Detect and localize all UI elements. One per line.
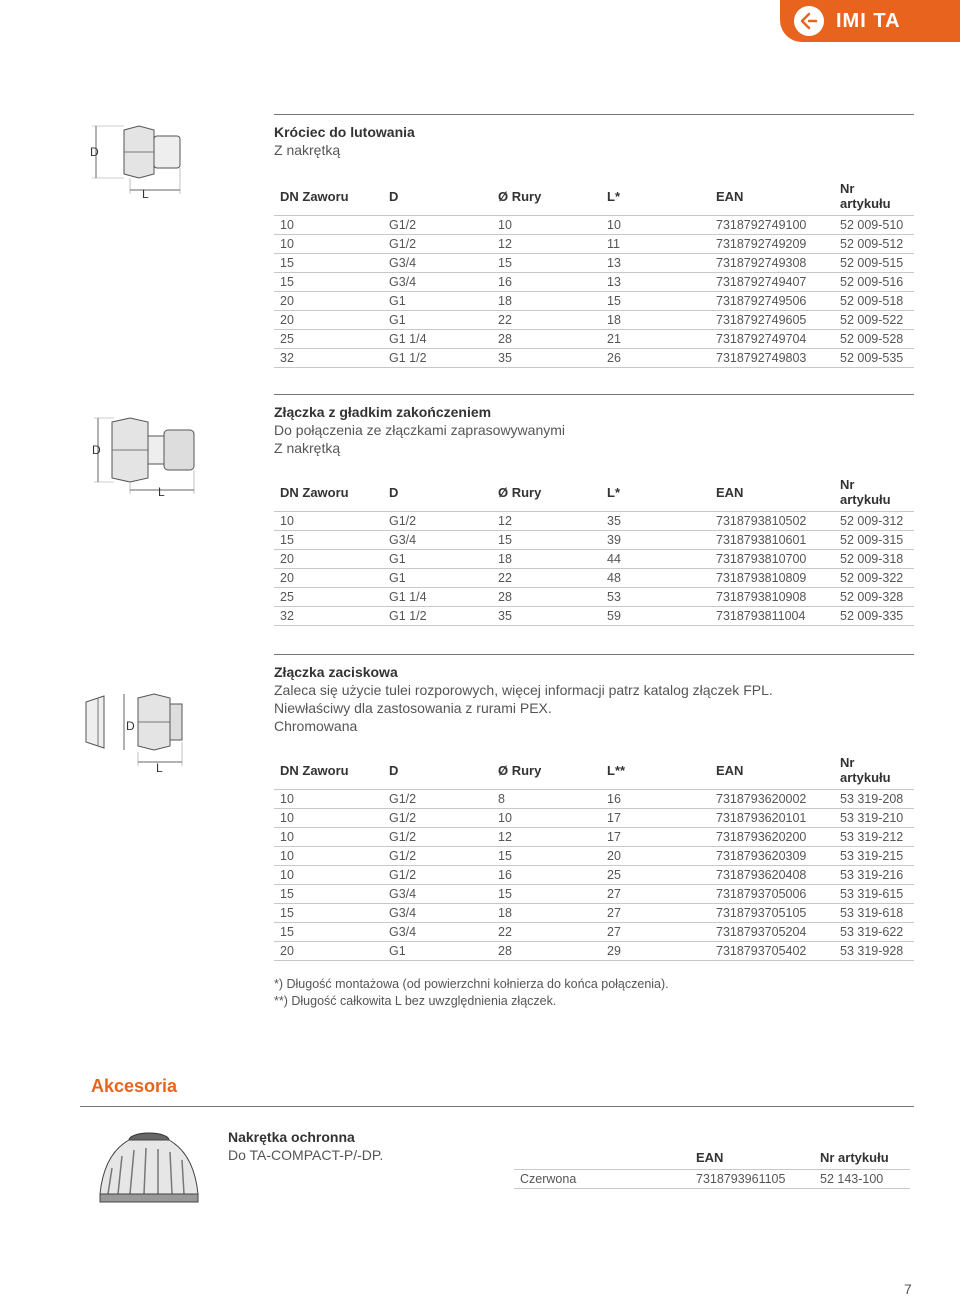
col-header: L** xyxy=(607,762,626,778)
table-cell: G1/2 xyxy=(383,790,492,809)
table-cell: 10 xyxy=(274,512,383,531)
table-cell: 35 xyxy=(492,349,601,368)
product-table xyxy=(274,751,914,961)
table-cell: 15 xyxy=(274,254,383,273)
table-cell: G1 1/4 xyxy=(383,330,492,349)
table-cell: G3/4 xyxy=(383,904,492,923)
table-cell: 52 009-318 xyxy=(834,550,914,569)
accessories-heading: Akcesoria xyxy=(91,1076,178,1096)
table-row xyxy=(274,330,914,349)
section-subtitle: Zaleca się użycie tulei rozporowych, więcej informacji patrz katalog złączek FPL. xyxy=(274,682,773,698)
footnote: *) Długość montażowa (od powierzchni kołnierza do końca połączenia). xyxy=(274,977,669,991)
table-row xyxy=(274,942,914,961)
table-cell: 52 009-516 xyxy=(834,273,914,292)
compression-fitting-drawing xyxy=(84,690,194,778)
section-title: Złączka z gładkim zakończeniem xyxy=(274,404,492,420)
table-cell: 15 xyxy=(492,847,601,866)
table-cell: 7318792749100 xyxy=(710,216,834,235)
col-header xyxy=(514,1146,690,1170)
table-cell: 7318792749308 xyxy=(710,254,834,273)
table-cell: G3/4 xyxy=(383,923,492,942)
table-cell: 52 009-522 xyxy=(834,311,914,330)
table-cell: 10 xyxy=(274,828,383,847)
table-cell: 20 xyxy=(274,942,383,961)
table-cell: 22 xyxy=(492,569,601,588)
table-cell: 35 xyxy=(601,512,710,531)
col-header: DN Zaworu xyxy=(280,484,349,500)
table-cell: G1 1/2 xyxy=(383,349,492,368)
table-cell: 28 xyxy=(492,942,601,961)
table-cell: 18 xyxy=(492,292,601,311)
table-row xyxy=(274,292,914,311)
table-cell: 25 xyxy=(601,866,710,885)
table-cell: G1/2 xyxy=(383,866,492,885)
table-cell: Czerwona xyxy=(514,1170,690,1189)
table-cell: 53 319-216 xyxy=(834,866,914,885)
table-row xyxy=(274,531,914,550)
table-cell: G1/2 xyxy=(383,847,492,866)
table-cell: 22 xyxy=(492,923,601,942)
table-cell: G1/2 xyxy=(383,809,492,828)
table-row xyxy=(274,216,914,235)
table-cell: 15 xyxy=(274,923,383,942)
table-cell: 53 319-615 xyxy=(834,885,914,904)
col-header: EAN xyxy=(716,762,744,778)
table-cell: 10 xyxy=(274,866,383,885)
table-cell: G3/4 xyxy=(383,885,492,904)
table-cell: 16 xyxy=(601,790,710,809)
table-cell: 15 xyxy=(492,254,601,273)
table-cell: 29 xyxy=(601,942,710,961)
section-compression-fitting xyxy=(274,654,914,961)
section-smooth-end-connector xyxy=(274,394,914,626)
table-row xyxy=(274,235,914,254)
table-cell: 53 xyxy=(601,588,710,607)
section-subtitle: Chromowana xyxy=(274,718,358,734)
table-cell: 52 009-518 xyxy=(834,292,914,311)
table-row xyxy=(274,904,914,923)
table-cell: 20 xyxy=(274,292,383,311)
table-cell: 52 009-315 xyxy=(834,531,914,550)
table-cell: 12 xyxy=(492,512,601,531)
table-cell: 28 xyxy=(492,588,601,607)
table-cell: 15 xyxy=(274,531,383,550)
col-header: Nr artykułu xyxy=(820,1150,889,1165)
section-subtitle: Z nakrętką xyxy=(274,440,341,456)
table-cell: 7318793810502 xyxy=(710,512,834,531)
solder-connector-drawing xyxy=(84,118,194,202)
table-cell: 20 xyxy=(601,847,710,866)
section-subtitle: Niewłaściwy dla zastosowania z rurami PEX. xyxy=(274,700,552,716)
table-cell: G1 xyxy=(383,942,492,961)
table-cell: 15 xyxy=(274,273,383,292)
table-cell: 59 xyxy=(601,607,710,626)
table-cell: 7318793620002 xyxy=(710,790,834,809)
table-cell: 7318793961105 xyxy=(690,1170,814,1189)
product-table xyxy=(274,177,914,368)
section-subtitle: Z nakrętką xyxy=(274,142,341,158)
col-header: Nr artykułu xyxy=(840,477,891,507)
table-cell: 7318793810700 xyxy=(710,550,834,569)
col-header: D xyxy=(389,188,399,204)
table-cell: 27 xyxy=(601,885,710,904)
table-cell: G1 xyxy=(383,292,492,311)
brand-logo xyxy=(780,0,960,42)
table-cell: 27 xyxy=(601,923,710,942)
table-cell: 32 xyxy=(274,349,383,368)
col-header: EAN xyxy=(716,484,744,500)
table-cell: 7318793810601 xyxy=(710,531,834,550)
accessory-title: Nakrętka ochronna xyxy=(228,1129,355,1145)
table-cell: 52 009-535 xyxy=(834,349,914,368)
table-cell: 44 xyxy=(601,550,710,569)
table-cell: 10 xyxy=(274,216,383,235)
table-cell: 10 xyxy=(492,216,601,235)
l-label: L xyxy=(142,187,149,201)
table-row xyxy=(274,588,914,607)
table-cell: 12 xyxy=(492,828,601,847)
footnotes xyxy=(274,976,669,1010)
table-cell: 20 xyxy=(274,569,383,588)
col-header: Nr artykułu xyxy=(840,181,891,211)
table-row xyxy=(274,828,914,847)
table-cell: 52 009-515 xyxy=(834,254,914,273)
col-header: D xyxy=(389,762,399,778)
table-row xyxy=(274,512,914,531)
table-cell: 25 xyxy=(274,588,383,607)
table-cell: 7318793620408 xyxy=(710,866,834,885)
table-cell: 52 009-335 xyxy=(834,607,914,626)
col-header: D xyxy=(389,484,399,500)
table-cell: 16 xyxy=(492,273,601,292)
accessory-table xyxy=(514,1146,910,1189)
l-label: L xyxy=(156,761,163,775)
table-cell: 7318792749209 xyxy=(710,235,834,254)
table-body xyxy=(274,512,914,626)
table-cell: G1/2 xyxy=(383,216,492,235)
section-title: Króciec do lutowania xyxy=(274,124,415,140)
table-cell: 10 xyxy=(601,216,710,235)
table-cell: 53 319-215 xyxy=(834,847,914,866)
table-cell: 32 xyxy=(274,607,383,626)
table-cell: 7318793811004 xyxy=(710,607,834,626)
table-cell: 10 xyxy=(492,809,601,828)
col-header: DN Zaworu xyxy=(280,188,349,204)
table-cell: G1/2 xyxy=(383,512,492,531)
table-cell: G3/4 xyxy=(383,254,492,273)
table-row xyxy=(514,1170,910,1189)
table-cell: 53 319-208 xyxy=(834,790,914,809)
table-row xyxy=(274,273,914,292)
table-body xyxy=(274,216,914,368)
table-cell: 13 xyxy=(601,273,710,292)
imi-logo-icon xyxy=(794,6,824,36)
table-cell: 8 xyxy=(492,790,601,809)
table-row xyxy=(274,923,914,942)
table-cell: 15 xyxy=(274,904,383,923)
table-cell: 39 xyxy=(601,531,710,550)
product-table xyxy=(274,473,914,626)
table-cell: G3/4 xyxy=(383,531,492,550)
table-cell: 27 xyxy=(601,904,710,923)
accessory-table-wrap xyxy=(514,1146,910,1189)
col-header: L* xyxy=(607,484,620,500)
table-cell: 52 009-512 xyxy=(834,235,914,254)
table-cell: 7318792749506 xyxy=(710,292,834,311)
table-cell: 15 xyxy=(601,292,710,311)
d-label: D xyxy=(90,145,99,159)
table-row xyxy=(274,885,914,904)
table-row xyxy=(274,866,914,885)
table-cell: 52 009-528 xyxy=(834,330,914,349)
table-row xyxy=(274,254,914,273)
table-cell: G1/2 xyxy=(383,235,492,254)
col-header: Ø Rury xyxy=(498,188,542,204)
table-cell: 10 xyxy=(274,235,383,254)
table-cell: 13 xyxy=(601,254,710,273)
table-row xyxy=(274,607,914,626)
table-cell: 48 xyxy=(601,569,710,588)
table-cell: 20 xyxy=(274,311,383,330)
table-cell: 53 319-928 xyxy=(834,942,914,961)
table-cell: 7318792749704 xyxy=(710,330,834,349)
table-cell: 7318792749605 xyxy=(710,311,834,330)
table-cell: 11 xyxy=(601,235,710,254)
divider xyxy=(80,1106,914,1107)
table-cell: 7318793705204 xyxy=(710,923,834,942)
table-cell: 7318793620200 xyxy=(710,828,834,847)
table-cell: 7318793705006 xyxy=(710,885,834,904)
table-cell: 15 xyxy=(492,885,601,904)
table-cell: 25 xyxy=(274,330,383,349)
table-cell: 12 xyxy=(492,235,601,254)
table-body xyxy=(274,790,914,961)
d-label: D xyxy=(126,719,135,733)
footnote: **) Długość całkowita L bez uwzględnienia złączek. xyxy=(274,994,557,1008)
table-cell: 52 009-328 xyxy=(834,588,914,607)
col-header: L* xyxy=(607,188,620,204)
brand-name: IMI TA xyxy=(836,9,901,32)
table-cell: G1 1/2 xyxy=(383,607,492,626)
table-row xyxy=(274,790,914,809)
table-row xyxy=(274,847,914,866)
l-label: L xyxy=(158,485,165,498)
table-cell: 7318792749407 xyxy=(710,273,834,292)
section-title: Złączka zaciskowa xyxy=(274,664,398,680)
table-cell: 18 xyxy=(492,550,601,569)
table-cell: 18 xyxy=(492,904,601,923)
table-row xyxy=(274,550,914,569)
col-header: Ø Rury xyxy=(498,484,542,500)
table-cell: 17 xyxy=(601,809,710,828)
table-cell: 17 xyxy=(601,828,710,847)
table-row xyxy=(274,311,914,330)
protective-cap-drawing xyxy=(94,1124,204,1214)
section-solder-connector xyxy=(274,114,914,368)
table-cell: 15 xyxy=(492,531,601,550)
table-cell: G1 1/4 xyxy=(383,588,492,607)
col-header: Ø Rury xyxy=(498,762,542,778)
table-cell: 10 xyxy=(274,809,383,828)
table-cell: 28 xyxy=(492,330,601,349)
col-header: Nr artykułu xyxy=(840,755,891,785)
table-cell: 10 xyxy=(274,847,383,866)
table-row xyxy=(274,569,914,588)
col-header: EAN xyxy=(696,1150,724,1165)
col-header: DN Zaworu xyxy=(280,762,349,778)
table-cell: 52 009-510 xyxy=(834,216,914,235)
table-cell: G3/4 xyxy=(383,273,492,292)
table-cell: 15 xyxy=(274,885,383,904)
table-cell: 7318793705105 xyxy=(710,904,834,923)
table-row xyxy=(274,809,914,828)
table-cell: 21 xyxy=(601,330,710,349)
table-cell: 52 009-312 xyxy=(834,512,914,531)
table-cell: 53 319-210 xyxy=(834,809,914,828)
d-label: D xyxy=(92,443,101,457)
table-cell: 18 xyxy=(601,311,710,330)
table-cell: G1 xyxy=(383,569,492,588)
table-cell: 16 xyxy=(492,866,601,885)
table-cell: 10 xyxy=(274,790,383,809)
table-cell: 7318793620101 xyxy=(710,809,834,828)
table-cell: 35 xyxy=(492,607,601,626)
section-subtitle: Do połączenia ze złączkami zaprasowywanymi xyxy=(274,422,566,438)
table-cell: 7318793620309 xyxy=(710,847,834,866)
table-cell: 26 xyxy=(601,349,710,368)
table-cell: 52 143-100 xyxy=(814,1170,910,1189)
page-number: 7 xyxy=(904,1281,912,1297)
accessory-subtitle: Do TA-COMPACT-P/-DP. xyxy=(228,1147,384,1163)
table-cell: 20 xyxy=(274,550,383,569)
table-cell: 53 319-618 xyxy=(834,904,914,923)
table-cell: 7318792749803 xyxy=(710,349,834,368)
table-cell: 7318793810908 xyxy=(710,588,834,607)
col-header: EAN xyxy=(716,188,744,204)
accessory-item xyxy=(228,1128,383,1164)
table-cell: 52 009-322 xyxy=(834,569,914,588)
table-cell: 7318793810809 xyxy=(710,569,834,588)
table-cell: 22 xyxy=(492,311,601,330)
table-cell: 7318793705402 xyxy=(710,942,834,961)
table-cell: 53 319-622 xyxy=(834,923,914,942)
table-cell: 53 319-212 xyxy=(834,828,914,847)
table-row xyxy=(274,349,914,368)
smooth-end-connector-drawing xyxy=(84,412,204,498)
table-cell: G1/2 xyxy=(383,828,492,847)
table-cell: G1 xyxy=(383,311,492,330)
table-cell: G1 xyxy=(383,550,492,569)
